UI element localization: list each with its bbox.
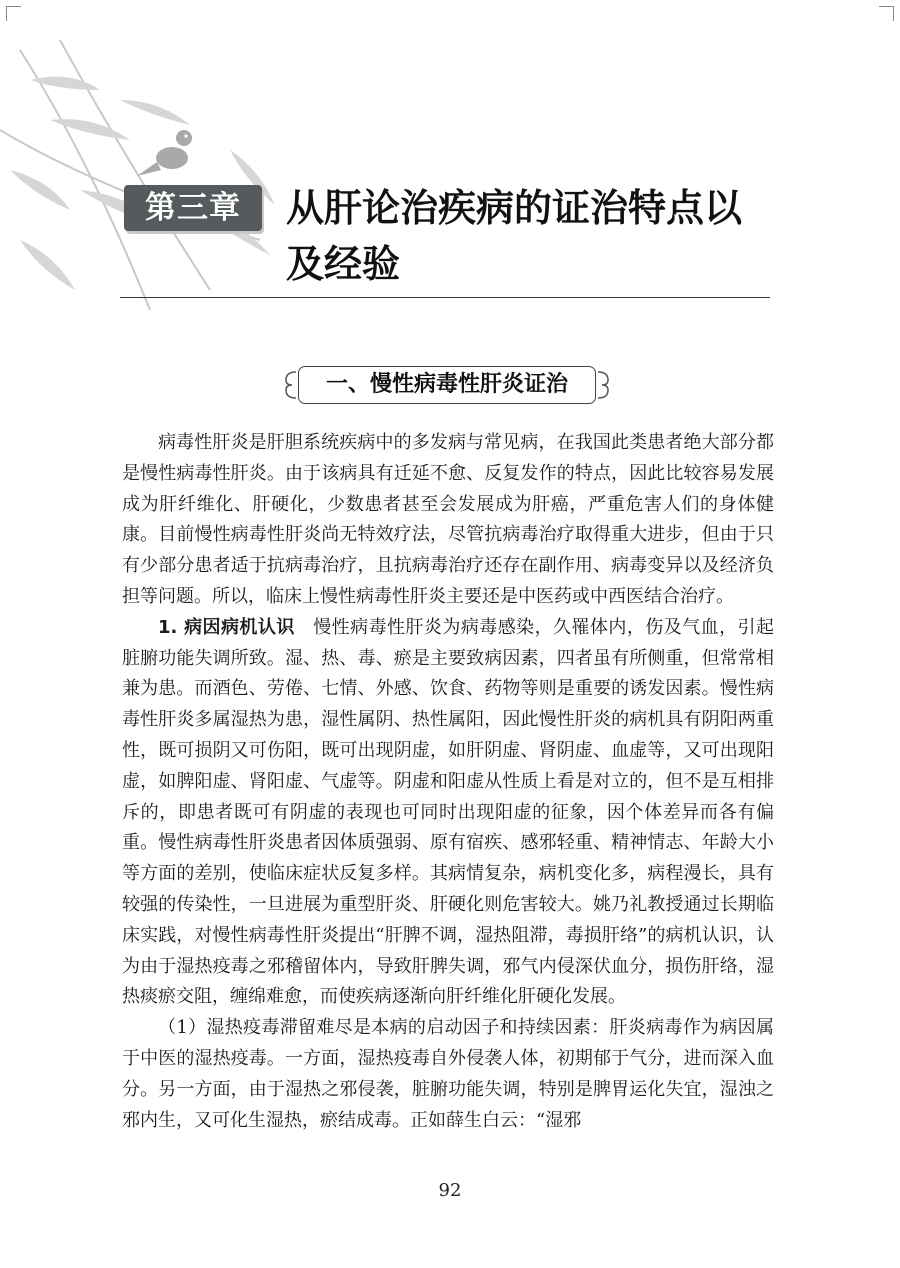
paragraph [122, 428, 774, 613]
section-heading-box [298, 366, 596, 404]
scroll-ornament-right-icon [596, 370, 610, 400]
paragraph-text: 病毒性肝炎是肝胆系统疾病中的多发病与常见病，在我国此类患者绝大部分都是慢性病毒性肝炎。由于该病具有迁延不愈、反复发作的特点，因此比较容易发展成为肝纤维化、肝硬化，少数患者甚至会发展成为肝癌，严重危害人们的身体健康。目前慢性病毒性肝炎尚无特效疗法，尽管抗病毒治疗取得重大进步，但由于只有少部分患者适于抗病毒治疗，且抗病毒治疗还存在副作用、病毒变异以及经济负担等问题。所以，临床上慢性病毒性肝炎主要还是中医药或中西医结合治疗。 [122, 432, 774, 607]
section-title: 一、慢性病毒性肝炎证治 [325, 372, 568, 397]
paragraph [122, 613, 774, 1013]
chapter-number-badge: 第三章 [124, 185, 262, 231]
page-number: 92 [438, 1180, 462, 1201]
crop-mark-top-left [6, 6, 21, 21]
chapter-title-rule [120, 297, 770, 298]
paragraph-lead-heading: 1. 病因病机认识 [158, 616, 295, 638]
chapter-title: 从肝论治疾病的证治特点以及经验 [286, 186, 743, 286]
section-heading-frame [284, 366, 610, 404]
paragraph [122, 1013, 774, 1136]
paragraph-text: （1）湿热疫毒滞留难尽是本病的启动因子和持续因素：肝炎病毒作为病因属于中医的湿热疫毒。一方面，湿热疫毒自外侵袭人体，初期郁于气分，进而深入血分。另一方面，由于湿热之邪侵袭，脏腑功能失调，特别是脾胃运化失宜，湿浊之邪内生，又可化生湿热，瘀结成毒。正如薛生白云：“湿邪 [122, 1017, 774, 1131]
scroll-ornament-left-icon [284, 370, 298, 400]
crop-mark-top-right [879, 6, 894, 21]
body-text [122, 428, 774, 1136]
paragraph-text: 慢性病毒性肝炎为病毒感染，久罹体内，伤及气血，引起脏腑功能失调所致。湿、热、毒、瘀是主要致病因素，四者虽有所侧重，但常常相兼为患。而酒色、劳倦、七情、外感、饮食、药物等则是重要的诱发因素。慢性病毒性肝炎多属湿热为患，湿性属阴、热性属阳，因此慢性肝炎的病机具有阴阳两重性，既可损阴又可伤阳，既可出现阴虚，如肝阴虚、肾阴虚、血虚等，又可出现阳虚，如脾阳虚、肾阳虚、气虚等。阴虚和阳虚从性质上看是对立的，但不是互相排斥的，即患者既可有阴虚的表现也可同时出现阳虚的征象，因个体差异而各有偏重。慢性病毒性肝炎患者因体质强弱、原有宿疾、感邪轻重、精神情志、年龄大小等方面的差别，使临床症状反复多样。其病情复杂，病机变化多，病程漫长，具有较强的传染性，一旦进展为重型肝炎、肝硬化则危害较大。姚乃礼教授通过长期临床实践，对慢性病毒性肝炎提出“肝脾不调，湿热阻滞，毒损肝络”的病机认识，认为由于湿热疫毒之邪稽留体内，导致肝脾失调，邪气内侵深伏血分，损伤肝络，湿热痰瘀交阻，缠绵难愈，而使疾病逐渐向肝纤维化肝硬化发展。 [122, 616, 774, 1008]
bamboo-bird-illustration [0, 40, 330, 320]
